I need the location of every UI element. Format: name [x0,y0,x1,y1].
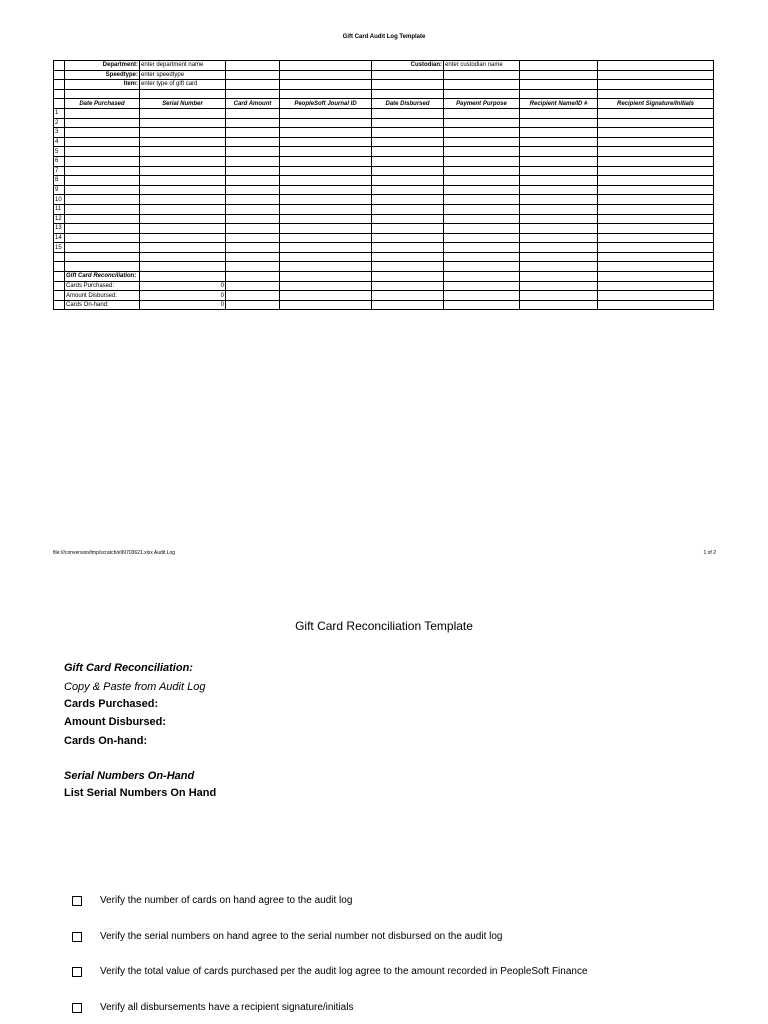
row-number: 11 [54,204,65,214]
table-cell[interactable] [65,214,140,224]
table-cell[interactable] [444,243,520,253]
table-cell[interactable] [520,166,598,176]
table-cell[interactable] [520,108,598,118]
table-cell[interactable] [520,195,598,205]
table-row [54,80,714,90]
table-cell[interactable] [372,185,444,195]
table-cell[interactable] [65,243,140,253]
table-cell[interactable] [226,147,280,157]
table-cell[interactable] [226,137,280,147]
item-label: Item: [65,80,140,90]
table-cell[interactable] [520,233,598,243]
row-number: 7 [54,166,65,176]
table-cell[interactable] [140,108,226,118]
table-cell[interactable] [226,166,280,176]
table-cell[interactable] [444,128,520,138]
table-cell[interactable] [226,128,280,138]
table-cell[interactable] [598,204,714,214]
custodian-label: Custodian: [372,61,444,71]
table-row [54,262,714,272]
table-cell[interactable] [372,243,444,253]
copy-note: Copy & Paste from Audit Log [64,681,206,693]
table-cell[interactable] [372,108,444,118]
table-cell[interactable] [280,195,372,205]
table-cell[interactable] [444,176,520,186]
table-cell[interactable] [520,156,598,166]
checkbox[interactable] [72,932,82,942]
amount-disbursed-label: Amount Disbursed: [64,716,167,728]
table-cell[interactable] [226,214,280,224]
table-cell[interactable] [226,156,280,166]
table-cell[interactable] [280,204,372,214]
table-cell[interactable] [226,118,280,128]
table-cell[interactable] [140,243,226,253]
row-number: 3 [54,128,65,138]
table-cell[interactable] [520,243,598,253]
cards-on-hand-label: Cards On-hand: [65,300,140,310]
row-number: 14 [54,233,65,243]
serial-numbers-heading: Serial Numbers On-Hand [64,770,195,782]
table-cell[interactable] [372,156,444,166]
table-cell[interactable] [520,185,598,195]
table-cell[interactable] [444,233,520,243]
table-cell[interactable] [444,166,520,176]
table-cell[interactable] [140,195,226,205]
table-row [54,185,714,195]
column-header: Payment Purpose [444,99,520,109]
table-cell[interactable] [520,176,598,186]
table-row [54,89,714,99]
table-row [54,291,714,301]
table-row [54,233,714,243]
custodian-field[interactable]: enter custodian name [444,61,520,71]
table-cell[interactable] [598,137,714,147]
table-cell[interactable] [65,156,140,166]
table-cell[interactable] [372,137,444,147]
table-cell[interactable] [140,128,226,138]
table-cell[interactable] [280,166,372,176]
table-cell[interactable] [140,233,226,243]
table-cell[interactable] [372,128,444,138]
checkbox[interactable] [72,1003,82,1013]
table-cell[interactable] [65,204,140,214]
row-number: 4 [54,137,65,147]
table-cell[interactable] [444,224,520,234]
table-cell[interactable] [140,118,226,128]
table-cell[interactable] [598,185,714,195]
checklist-item [72,966,588,977]
table-cell[interactable] [280,243,372,253]
table-cell[interactable] [65,176,140,186]
table-cell[interactable] [280,108,372,118]
table-cell[interactable] [140,137,226,147]
table-cell[interactable] [226,176,280,186]
table-cell[interactable] [598,108,714,118]
audit-log-title: Gift Card Audit Log Template [342,34,426,40]
table-cell[interactable] [280,176,372,186]
table-cell[interactable] [444,156,520,166]
column-header: Serial Number [140,99,226,109]
table-cell[interactable] [140,185,226,195]
table-cell[interactable] [140,156,226,166]
table-cell[interactable] [372,166,444,176]
table-row [54,243,714,253]
table-cell[interactable] [372,147,444,157]
table-cell[interactable] [226,195,280,205]
table-cell[interactable] [280,156,372,166]
table-cell[interactable] [226,243,280,253]
checklist-item [72,931,502,942]
row-number: 6 [54,156,65,166]
table-cell[interactable] [226,224,280,234]
row-number: 15 [54,243,65,253]
table-cell[interactable] [520,224,598,234]
table-cell[interactable] [226,185,280,195]
row-number: 5 [54,147,65,157]
table-cell[interactable] [140,176,226,186]
table-row [54,176,714,186]
table-row [54,272,714,282]
table-cell[interactable] [598,195,714,205]
table-cell[interactable] [140,224,226,234]
table-cell[interactable] [65,137,140,147]
table-cell[interactable] [280,137,372,147]
checklist-text: Verify the serial numbers on hand agree to the serial number not disbursed on the audit log [100,931,503,942]
column-header: Card Amount [226,99,280,109]
checkbox[interactable] [72,896,82,906]
table-cell[interactable] [65,224,140,234]
table-cell[interactable] [140,204,226,214]
amount-disbursed-label: Amount Disbursed: [65,291,140,301]
table-row [54,300,714,310]
table-cell[interactable] [444,214,520,224]
item-field[interactable]: enter type of gift card [140,80,226,90]
table-cell[interactable] [280,118,372,128]
table-row [54,108,714,118]
table-cell[interactable] [598,176,714,186]
table-row [54,281,714,291]
checklist-text: Verify the number of cards on hand agree to the audit log [100,895,353,906]
checklist-item [72,895,352,906]
table-row [54,147,714,157]
table-cell[interactable] [520,137,598,147]
table-cell[interactable] [372,214,444,224]
table-cell[interactable] [598,156,714,166]
checklist-text: Verify all disbursements have a recipient signature/initials [100,1002,354,1013]
table-cell[interactable] [65,118,140,128]
table-cell[interactable] [444,118,520,128]
table-cell[interactable] [372,118,444,128]
row-number: 2 [54,118,65,128]
table-row [54,214,714,224]
table-cell[interactable] [226,204,280,214]
checklist-text: Verify the total value of cards purchased per the audit log agree to the amount recorded in PeopleSoft Finance [100,966,588,977]
table-cell[interactable] [598,128,714,138]
table-cell[interactable] [372,233,444,243]
speedtype-label: Speedtype: [65,70,140,80]
table-row [54,252,714,262]
table-cell[interactable] [280,233,372,243]
table-cell[interactable] [598,214,714,224]
department-label: Department: [65,61,140,71]
table-cell[interactable] [520,128,598,138]
checkbox[interactable] [72,967,82,977]
table-cell[interactable] [65,128,140,138]
table-cell[interactable] [520,118,598,128]
cards-purchased-value: 0 [140,281,226,291]
reconciliation-template-title: Gift Card Reconciliation Template [295,619,473,633]
table-cell[interactable] [444,185,520,195]
table-row [54,195,714,205]
table-cell[interactable] [520,214,598,224]
row-number: 12 [54,214,65,224]
column-header: PeopleSoft Journal ID [280,99,372,109]
column-header: Recipient Name/ID # [520,99,598,109]
table-cell[interactable] [372,176,444,186]
table-cell[interactable] [280,214,372,224]
table-row [54,128,714,138]
table-cell[interactable] [372,204,444,214]
table-cell[interactable] [520,204,598,214]
table-cell[interactable] [444,108,520,118]
audit-log-table [53,60,714,310]
column-header: Date Disbursed [372,99,444,109]
footer-page-number: 1 of 2 [703,550,716,556]
table-row [54,224,714,234]
table-cell[interactable] [598,233,714,243]
table-cell[interactable] [372,195,444,205]
table-row [54,156,714,166]
table-cell[interactable] [65,233,140,243]
table-row [54,137,714,147]
row-number: 10 [54,195,65,205]
amount-disbursed-value: 0 [140,291,226,301]
table-cell[interactable] [65,195,140,205]
table-cell[interactable] [444,147,520,157]
column-header: Date Purchased [65,99,140,109]
table-cell[interactable] [65,147,140,157]
row-number: 1 [54,108,65,118]
checklist-item [72,1002,353,1013]
reconciliation-heading: Gift Card Reconciliation: [64,662,193,674]
table-cell[interactable] [444,137,520,147]
table-cell[interactable] [444,204,520,214]
table-row [54,204,714,214]
table-cell[interactable] [598,118,714,128]
table-row [54,70,714,80]
row-number: 13 [54,224,65,234]
table-cell[interactable] [140,214,226,224]
cards-purchased-label: Cards Purchased: [65,281,140,291]
table-cell[interactable] [280,224,372,234]
footer-path: file:///conversion/tmp/scratch/e99703621.xlsx Audit Log [53,550,176,556]
column-header: Recipient Signature/Initials [598,99,714,109]
table-cell[interactable] [598,243,714,253]
cards-on-hand-label: Cards On-hand: [64,735,148,747]
table-cell[interactable] [280,147,372,157]
table-cell[interactable] [598,147,714,157]
cards-on-hand-value: 0 [140,300,226,310]
column-header-row [54,99,714,109]
table-cell[interactable] [280,128,372,138]
table-cell[interactable] [444,195,520,205]
table-cell[interactable] [372,224,444,234]
table-cell[interactable] [140,147,226,157]
table-row [54,118,714,128]
reconciliation-heading: Gift Card Reconciliation: [65,272,140,282]
table-cell[interactable] [140,166,226,176]
row-number: 9 [54,185,65,195]
table-cell[interactable] [280,185,372,195]
table-cell[interactable] [65,166,140,176]
table-cell[interactable] [598,224,714,234]
table-cell[interactable] [520,147,598,157]
table-cell[interactable] [65,185,140,195]
table-cell[interactable] [226,233,280,243]
table-cell[interactable] [598,166,714,176]
speedtype-field[interactable]: enter speedtype [140,70,226,80]
table-cell[interactable] [65,108,140,118]
department-field[interactable]: enter department name [140,61,226,71]
row-number: 8 [54,176,65,186]
cards-purchased-label: Cards Purchased: [64,698,159,710]
table-row [54,61,714,71]
table-cell[interactable] [226,108,280,118]
serial-numbers-note: List Serial Numbers On Hand [64,787,217,799]
table-row [54,166,714,176]
